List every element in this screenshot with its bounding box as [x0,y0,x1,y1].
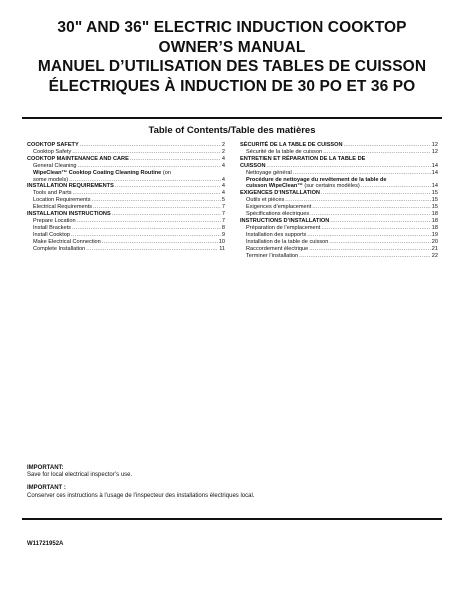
toc-page-number: 2 [221,148,225,155]
toc-section-entry[interactable] [240,142,438,149]
toc-entry-label: INSTRUCTIONS D’INSTALLATION [240,217,330,224]
toc-section-entry[interactable] [27,156,225,163]
toc-title: Table of Contents/Table des matières [148,125,316,136]
toc-subsection-entry[interactable] [240,177,438,191]
toc-dot-leader [78,163,221,170]
toc-column-english [27,142,225,253]
toc-entry-label-cont: CUISSON [240,162,266,169]
important-notes [27,465,437,500]
toc-page-number: 20 [431,238,438,245]
note-text-fr: Conserver ces instructions à l’usage de l’inspecteur des installations électriques local. [27,492,255,499]
toc-dot-leader [321,225,430,232]
toc-page-number: 12 [431,142,438,148]
toc-entry-label: Raccordement électrique [246,245,309,252]
toc-subsection-entry[interactable] [240,232,438,239]
toc-section-entry[interactable] [27,142,225,149]
toc-entry-line [240,163,438,170]
toc-column-french [240,142,438,259]
toc-page-number: 4 [221,155,225,162]
toc-entry-label: Nettoyage général [246,169,292,176]
toc-dot-leader [330,218,430,225]
toc-dot-leader [344,142,431,149]
toc-entry-label: Installation des supports [246,231,307,238]
toc-dot-leader [307,232,430,239]
toc-entry-label: ENTRETIEN ET RÉPARATION DE LA TABLE DE [240,155,366,162]
toc-dot-leader [69,177,221,184]
top-divider [22,117,442,119]
toc-entry-label: Spécifications électriques [246,211,310,218]
toc-subsection-entry[interactable] [27,239,225,246]
toc-page-number: 14 [431,162,438,169]
title-line-1: 30" AND 36" ELECTRIC INDUCTION COOKTOP [57,19,407,36]
toc-entry-label: SÉCURITÉ DE LA TABLE DE CUISSON [240,142,343,148]
toc-page-number: 7 [221,217,225,224]
toc-page-number: 18 [431,224,438,231]
toc-dot-leader [323,149,431,156]
toc-section-entry[interactable] [27,183,225,190]
toc-page-number: 12 [431,148,438,155]
toc-page-number: 14 [431,183,438,190]
title-line-3: MANUEL D’UTILISATION DES TABLES DE CUISSON [37,58,427,75]
toc-entry-label: Prepare Location [33,217,76,224]
toc-entry-label: Install Brackets [33,224,71,231]
toc-subsection-entry[interactable] [27,190,225,197]
toc-entry-label: Cooktop Safety [33,148,72,155]
toc-dot-leader [80,142,221,149]
toc-section-entry[interactable] [240,218,438,225]
note-heading-en: IMPORTANT: [27,465,64,471]
toc-page-number: 18 [431,211,438,218]
toc-dot-leader [77,218,221,225]
toc-page-number: 9 [221,231,225,238]
toc-dot-leader [293,170,431,177]
toc-section-entry[interactable] [240,190,438,197]
toc-entry-label-bold: cuisson WipeClean™ [246,183,303,190]
title-line-2: OWNER’S MANUAL [158,38,306,56]
toc-dot-leader [72,225,221,232]
document-title [0,18,464,96]
toc-entry-label: Tools and Parts [33,190,72,197]
toc-subsection-entry[interactable] [27,218,225,225]
toc-dot-leader [267,163,431,170]
toc-page-number: 11 [219,245,225,252]
toc-entry-line [240,177,438,184]
toc-dot-leader [309,246,431,253]
toc-dot-leader [92,197,221,204]
toc-subsection-entry[interactable] [240,225,438,232]
toc-dot-leader [115,183,221,190]
toc-page-number: 7 [221,211,225,218]
toc-page-number: 7 [221,204,225,211]
toc-subsection-entry[interactable] [240,149,438,156]
toc-page-number: 4 [221,183,225,190]
toc-dot-leader [321,190,431,197]
toc-entry-label: COOKTOP SAFETY [27,142,79,148]
toc-entry-line [27,177,225,184]
toc-page-number: 21 [431,245,438,252]
toc-entry-label: INSTALLATION REQUIREMENTS [27,183,114,190]
toc-dot-leader [361,183,431,190]
toc-page-number: 18 [431,217,438,224]
toc-entry-line [27,170,225,177]
toc-section-entry[interactable] [27,211,225,218]
toc-entry-label: Terminer l’installation [246,252,299,259]
toc-subsection-entry[interactable] [27,232,225,239]
toc-dot-leader [73,190,221,197]
toc-entry-label: Complete Installation [33,245,86,252]
toc-page-number: 8 [221,224,225,231]
title-line-4: ÉLECTRIQUES À INDUCTION DE 30 PO ET 36 PO [48,77,416,95]
toc-entry-label: Electrical Requirements [33,204,93,211]
toc-dot-leader [93,204,221,211]
toc-entry-label: Exigences d’emplacement [246,204,312,211]
toc-entry-label: Préparation de l’emplacement [246,224,321,231]
toc-entry-label: Install Cooktop [33,231,71,238]
toc-dot-leader [112,211,221,218]
toc-entry-label-cont: some models) [33,176,69,183]
toc-subsection-entry[interactable] [240,239,438,246]
toc-subsection-entry[interactable] [27,197,225,204]
toc-page-number: 22 [431,252,438,259]
toc-dot-leader [285,197,431,204]
toc-subsection-entry[interactable] [27,204,225,211]
toc-dot-leader [310,211,431,218]
toc-entry-label: COOKTOP MAINTENANCE AND CARE [27,155,129,162]
toc-entry-label-tail: (on [161,169,171,176]
toc-page-number: 19 [431,231,438,238]
toc-entry-label: Make Electrical Connection [33,238,101,245]
toc-entry-label-cont [246,183,360,190]
toc-entry-label: Location Requirements [33,197,91,204]
bottom-divider [22,518,442,520]
toc-dot-leader [71,232,221,239]
toc-page-number: 5 [221,197,225,204]
toc-page-number: 15 [431,204,438,211]
toc-dot-leader [86,246,218,253]
toc-subsection-entry[interactable] [240,253,438,260]
toc-subsection-entry[interactable] [27,149,225,156]
toc-entry-label: Procédure de nettoyage du revêtement de la table de [246,176,387,183]
toc-entry-label: INSTALLATION INSTRUCTIONS [27,211,111,218]
toc-page-number: 10 [218,238,225,245]
toc-page-number: 4 [221,176,225,183]
toc-entry-label-bold: WipeClean™ Cooktop Coating Cleaning Routine [33,169,162,176]
toc-subsection-entry[interactable] [27,170,225,184]
toc-dot-leader [299,253,431,260]
toc-subsection-entry[interactable] [240,246,438,253]
toc-entry-line [240,156,438,163]
toc-entry-label [33,170,171,177]
toc-page-number: 14 [431,169,438,176]
toc-dot-leader [102,239,218,246]
toc-subsection-entry[interactable] [27,225,225,232]
toc-entry-label: Outils et pièces [246,197,285,204]
toc-entry-label: General Cleaning [33,162,77,169]
toc-subsection-entry[interactable] [27,163,225,170]
toc-page-number: 4 [221,190,225,197]
toc-dot-leader [312,204,430,211]
toc-subsection-entry[interactable] [27,246,225,253]
toc-entry-line [240,183,438,190]
note-text-en: Save for local electrical inspector’s use. [27,472,133,479]
toc-entry-label: Installation de la table de cuisson [246,238,329,245]
toc-entry-label: Sécurité de la table de cuisson [246,148,323,155]
toc-page-number: 2 [221,142,225,148]
toc-page-number: 4 [221,162,225,169]
toc-dot-leader [72,149,221,156]
toc-entry-label-tail: (sur certains modèles) [302,183,360,190]
toc-page-number: 15 [431,190,438,197]
toc-dot-leader [130,156,221,163]
toc-section-entry[interactable] [240,156,438,170]
toc-subsection-entry[interactable] [240,197,438,204]
document-number: W11721952A [27,541,64,547]
toc-subsection-entry[interactable] [240,211,438,218]
toc-subsection-entry[interactable] [240,170,438,177]
toc-page-number: 15 [431,197,438,204]
note-heading-fr: IMPORTANT : [27,485,66,492]
toc-dot-leader [329,239,430,246]
toc-entry-label: EXIGENCES D’INSTALLATION [240,190,320,197]
toc-subsection-entry[interactable] [240,204,438,211]
